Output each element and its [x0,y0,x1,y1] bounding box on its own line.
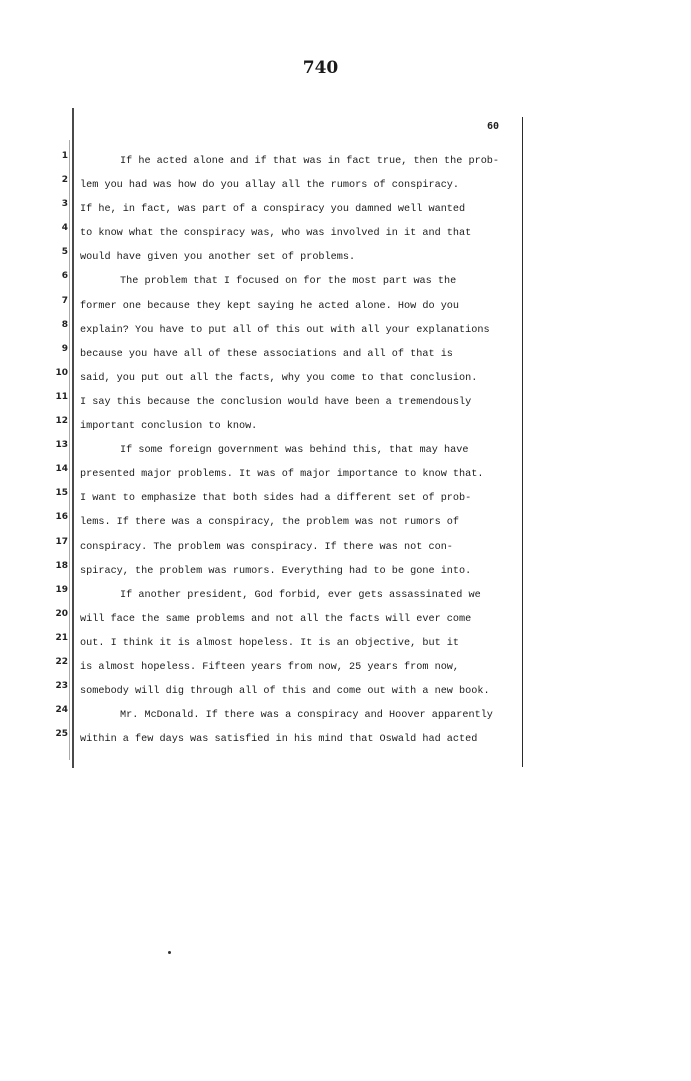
line-number: 3 [61,199,68,210]
line-number: 4 [61,223,68,234]
transcript-line: presented major problems. It was of major importance to know that. [80,469,484,481]
transcript-line: If he acted alone and if that was in fact true, then the prob- [120,156,500,167]
line-number: 21 [55,632,68,643]
line-number: 18 [55,560,68,571]
line-number: 6 [61,271,68,282]
transcript-line: lems. If there was a conspiracy, the problem was not rumors of [80,517,460,529]
transcript-body [80,156,530,758]
transcript-line: somebody will dig through all of this and come out with a new book. [80,686,490,698]
transcript-line: Mr. McDonald. If there was a conspiracy and Hoover apparently [120,710,493,722]
transcript-line: explain? You have to put all of this out with all your explanations [80,324,490,336]
left-margin-rule-secondary [69,140,70,760]
transcript-line: conspiracy. The problem was conspiracy. If there was not con- [80,541,453,553]
line-number: 13 [55,440,68,451]
line-number-column [50,150,68,752]
line-number: 1 [61,151,68,161]
line-number: 12 [55,416,68,427]
line-number: 5 [61,247,68,258]
transcript-line: would have given you another set of problems. [80,252,356,264]
transcript-line: will face the same problems and not all the facts will ever come [80,613,472,625]
transcript-line: within a few days was satisfied in his mind that Oswald had acted [80,734,478,746]
scan-speck [168,951,171,954]
transcript-line: If some foreign government was behind this, that may have [120,445,469,457]
line-number: 22 [55,656,68,667]
line-number: 10 [55,367,68,378]
transcript-line: out. I think it is almost hopeless. It is an objective, but it [80,637,460,649]
transcript-line: because you have all of these associations and all of that is [80,348,453,360]
left-margin-rule [72,108,74,768]
transcript-line: important conclusion to know. [80,421,258,433]
line-number: 25 [55,729,68,740]
line-number: 15 [55,488,68,499]
transcript-line: is almost hopeless. Fifteen years from now, 25 years from now, [80,661,460,673]
line-number: 11 [55,391,68,402]
line-number: 16 [55,512,68,523]
transcript-line: former one because they kept saying he acted alone. How do you [80,300,460,312]
transcript-line: to know what the conspiracy was, who was involved in it and that [80,228,472,240]
transcript-line: said, you put out all the facts, why you come to that conclusion. [80,372,478,384]
line-number: 23 [55,681,68,692]
line-number: 9 [61,343,68,354]
transcript-line: lem you had was how do you allay all the rumors of conspiracy. [80,180,460,192]
line-number: 19 [55,584,68,595]
line-number: 24 [55,705,68,716]
transcript-line: If another president, God forbid, ever gets assassinated we [120,589,481,601]
line-number: 20 [55,608,68,619]
line-number: 7 [61,295,68,306]
transcript-line: If he, in fact, was part of a conspiracy you damned well wanted [80,204,466,216]
transcript-line: The problem that I focused on for the most part was the [120,276,457,288]
line-number: 14 [55,464,68,475]
transcript-line: I want to emphasize that both sides had a different set of prob- [80,493,472,505]
transcript-line: I say this because the conclusion would have been a tremendously [80,396,472,408]
line-number: 17 [55,536,68,547]
line-number: 8 [61,319,68,330]
transcript-line: spiracy, the problem was rumors. Everything had to be gone into. [80,565,472,577]
transcript-page-number: 60 [487,121,500,132]
page-number: 740 [302,58,339,78]
line-number: 2 [61,175,68,186]
